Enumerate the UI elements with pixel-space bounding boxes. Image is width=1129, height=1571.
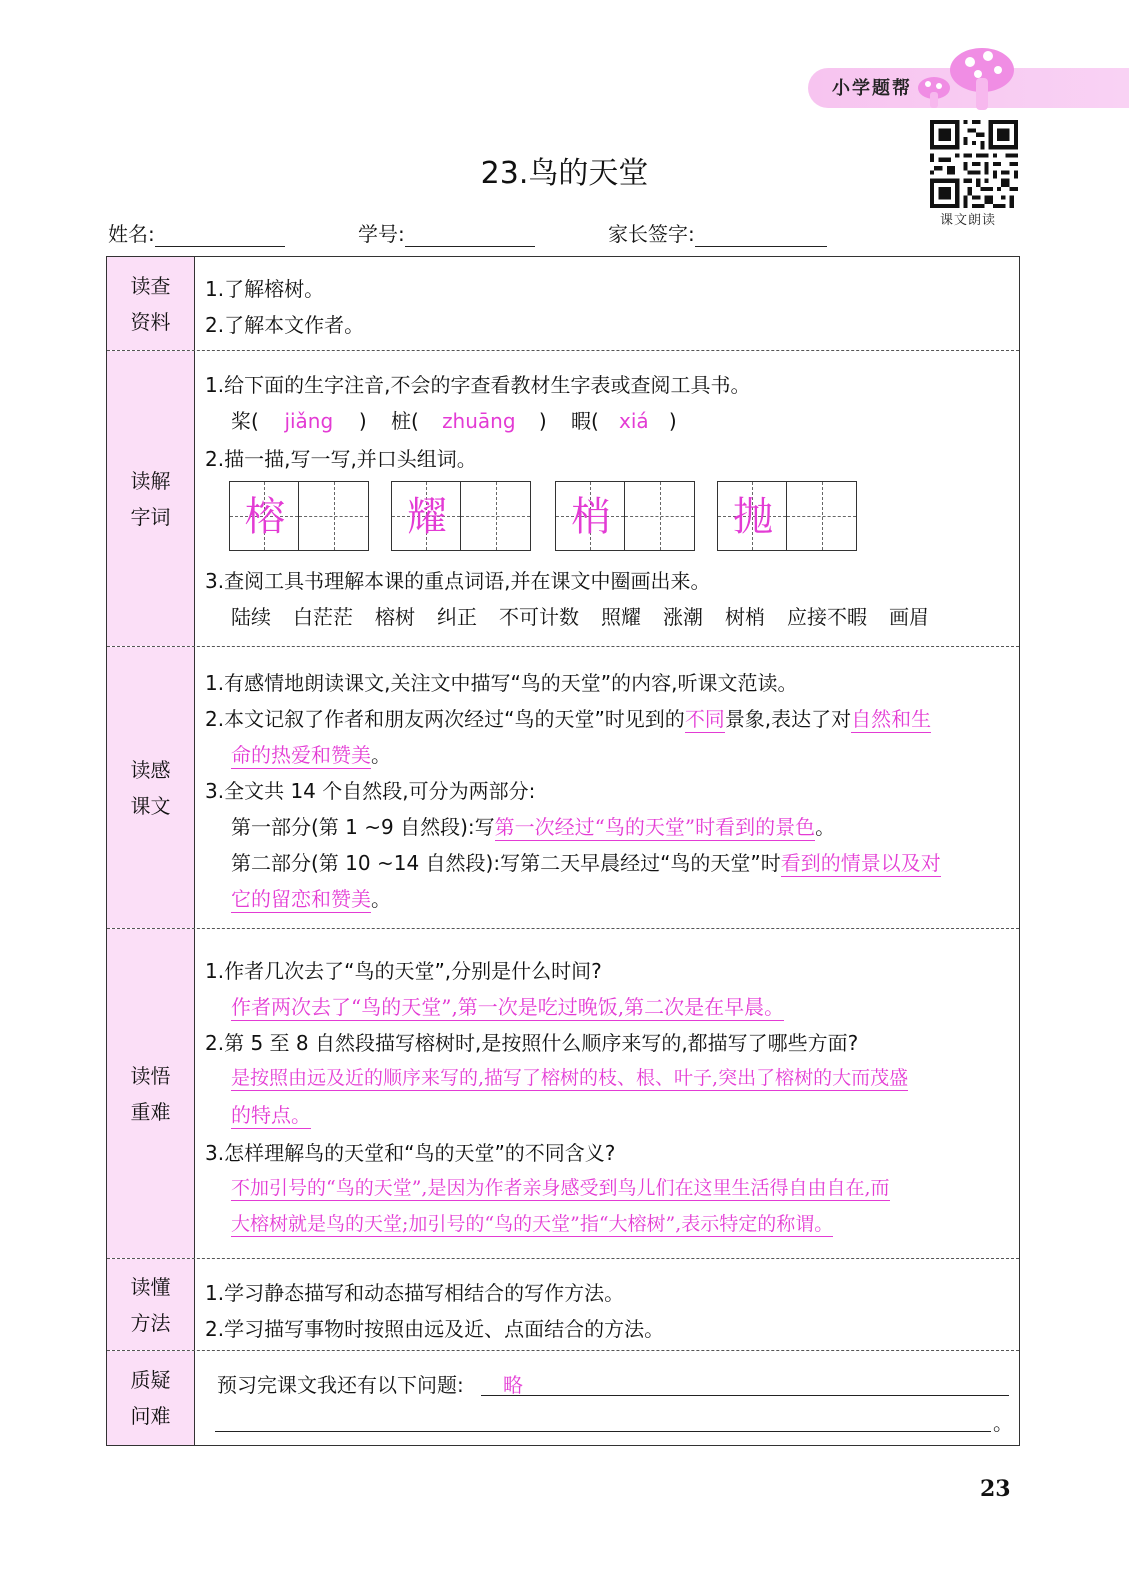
answer-text: 第一次经过“鸟的天堂”时看到的景色 bbox=[494, 815, 816, 839]
list-item: 第二部分(第 10 ~14 自然段):写第二天早晨经过“鸟的天堂”时看到的情景以及对 bbox=[231, 851, 941, 875]
list-item: 1.有感情地朗读课文,关注文中描写“鸟的天堂”的内容,听课文范读。 bbox=[205, 671, 798, 695]
student-id-blank[interactable] bbox=[405, 226, 535, 247]
section-text bbox=[107, 647, 1019, 929]
list-item: 1.了解榕树。 bbox=[205, 277, 325, 301]
qr-caption: 课文朗读 bbox=[940, 213, 997, 228]
header-badge: 小学题帮 bbox=[832, 78, 912, 99]
page-number: 23 bbox=[980, 1476, 1011, 1502]
pinyin-answer: jiǎng bbox=[284, 409, 334, 433]
page-title: 23.鸟的天堂 bbox=[480, 156, 649, 191]
end-mark: 。 bbox=[993, 1411, 1013, 1435]
name-field[interactable] bbox=[108, 218, 285, 247]
pinyin-answer: xiá bbox=[618, 409, 649, 433]
parent-signature-field[interactable] bbox=[608, 218, 827, 247]
question: 2.描一描,写一写,并口头组词。 bbox=[205, 447, 477, 471]
worksheet-table bbox=[106, 256, 1020, 1446]
vocab-word: 陆续 bbox=[231, 605, 271, 629]
name-blank[interactable] bbox=[155, 226, 285, 247]
answer-text: 略 bbox=[503, 1373, 523, 1397]
answer-line: 的特点。 bbox=[231, 1103, 311, 1127]
question: 2.第 5 至 8 自然段描写榕树时,是按照什么顺序来写的,都描写了哪些方面? bbox=[205, 1031, 859, 1055]
list-item: 1.学习静态描写和动态描写相结合的写作方法。 bbox=[205, 1281, 625, 1305]
answer-text: 自然和生 bbox=[851, 707, 932, 731]
vocab-word: 画眉 bbox=[889, 605, 929, 629]
grid-char: 耀 bbox=[407, 494, 447, 540]
answer-line: 不加引号的“鸟的天堂”,是因为作者亲身感受到鸟儿们在这里生活得自由自在,而 bbox=[231, 1177, 890, 1199]
section-key-points bbox=[107, 929, 1019, 1259]
writing-grid[interactable] bbox=[717, 481, 857, 551]
grid-char: 抛 bbox=[733, 494, 773, 540]
list-item: 第一部分(第 1 ~9 自然段):写第一次经过“鸟的天堂”时看到的景色。 bbox=[231, 815, 836, 839]
section-questions bbox=[107, 1351, 1019, 1445]
answer-blank[interactable] bbox=[481, 1395, 1009, 1396]
list-item-continued: 命的热爱和赞美。 bbox=[231, 743, 391, 767]
vocab-word: 照耀 bbox=[601, 605, 641, 629]
vocab-word: 涨潮 bbox=[663, 605, 703, 629]
list-item: 3.全文共 14 个自然段,可分为两部分: bbox=[205, 779, 536, 803]
section-label: 读解 字词 bbox=[107, 351, 195, 646]
vocab-word: 纠正 bbox=[437, 605, 477, 629]
question: 1.给下面的生字注音,不会的字查看教材生字表或查阅工具书。 bbox=[205, 373, 751, 397]
section-label: 读感 课文 bbox=[107, 647, 195, 928]
section-methods bbox=[107, 1259, 1019, 1351]
parent-signature-blank[interactable] bbox=[695, 226, 827, 247]
question: 3.查阅工具书理解本课的重点词语,并在课文中圈画出来。 bbox=[205, 569, 711, 593]
answer-text: 不同 bbox=[684, 707, 725, 731]
list-item: 2.本文记叙了作者和朋友两次经过“鸟的天堂”时见到的不同景象,表达了对自然和生 bbox=[205, 707, 932, 731]
grid-char: 梢 bbox=[571, 494, 611, 540]
question-prompt: 预习完课文我还有以下问题: bbox=[217, 1373, 464, 1397]
section-label: 读悟 重难 bbox=[107, 929, 195, 1258]
grid-char: 榕 bbox=[245, 494, 285, 540]
list-item: 2.了解本文作者。 bbox=[205, 313, 365, 337]
pinyin-answer: zhuāng bbox=[442, 409, 516, 433]
section-label: 读查 资料 bbox=[107, 257, 195, 350]
vocab-word: 白茫茫 bbox=[293, 605, 353, 629]
answer-blank[interactable] bbox=[215, 1431, 991, 1432]
section-words bbox=[107, 351, 1019, 647]
question: 1.作者几次去了“鸟的天堂”,分别是什么时间? bbox=[205, 959, 602, 983]
answer-line: 是按照由远及近的顺序来写的,描写了榕树的枝、根、叶子,突出了榕树的大而茂盛 bbox=[231, 1067, 909, 1089]
vocab-word: 不可计数 bbox=[499, 605, 579, 629]
pinyin-item: 暇( xiá ) bbox=[571, 409, 677, 433]
writing-grid[interactable] bbox=[555, 481, 695, 551]
vocab-list bbox=[231, 601, 929, 630]
vocab-word: 树梢 bbox=[725, 605, 765, 629]
mushroom-icon bbox=[912, 42, 1022, 112]
student-id-label: 学号: bbox=[358, 222, 405, 246]
answer-text: 它的留恋和赞美 bbox=[231, 887, 371, 911]
answer-text: 看到的情景以及对 bbox=[780, 851, 941, 875]
question: 3.怎样理解鸟的天堂和“鸟的天堂”的不同含义? bbox=[205, 1141, 616, 1165]
student-id-field[interactable] bbox=[358, 218, 535, 247]
list-item: 2.学习描写事物时按照由远及近、点面结合的方法。 bbox=[205, 1317, 665, 1341]
answer-line: 大榕树就是鸟的天堂;加引号的“鸟的天堂”指“大榕树”,表示特定的称谓。 bbox=[231, 1213, 834, 1235]
pinyin-item: 桨( jiǎng ) bbox=[231, 409, 367, 433]
answer-text: 命的热爱和赞美 bbox=[231, 743, 371, 767]
writing-grid[interactable] bbox=[229, 481, 369, 551]
section-label: 质疑 问难 bbox=[107, 1351, 195, 1445]
writing-grid[interactable] bbox=[391, 481, 531, 551]
name-label: 姓名: bbox=[108, 222, 155, 246]
section-read-check bbox=[107, 257, 1019, 351]
list-item-continued: 它的留恋和赞美。 bbox=[231, 887, 391, 911]
section-label: 读懂 方法 bbox=[107, 1259, 195, 1350]
parent-signature-label: 家长签字: bbox=[608, 222, 695, 246]
vocab-word: 榕树 bbox=[375, 605, 415, 629]
vocab-word: 应接不暇 bbox=[787, 605, 867, 629]
answer-line: 作者两次去了“鸟的天堂”,第一次是吃过晚饭,第二次是在早晨。 bbox=[231, 995, 785, 1019]
pinyin-item: 桩( zhuāng ) bbox=[391, 409, 547, 433]
